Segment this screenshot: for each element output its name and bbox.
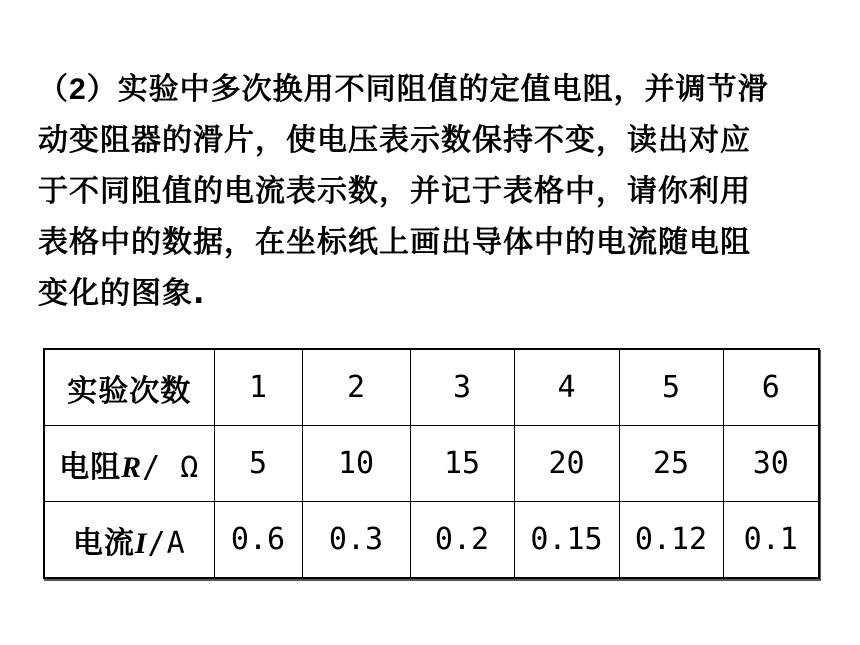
row-header-trial-label: 实验次数 <box>67 373 192 409</box>
table-cell: 1 <box>214 349 302 426</box>
question-text <box>38 64 838 319</box>
table-cell: 0.15 <box>514 502 619 579</box>
resistance-symbol: R <box>121 450 143 484</box>
table-row-resistance <box>44 426 819 502</box>
question-line-3: 于不同阻值的电流表示数，并记于表格中，请你利用 <box>38 174 751 209</box>
table-cell: 25 <box>619 426 723 502</box>
table-cell: 0.6 <box>214 502 302 579</box>
question-line-1 <box>38 64 838 115</box>
table-row-trial <box>44 349 819 426</box>
current-symbol: I <box>134 526 148 560</box>
table-cell: 10 <box>302 426 410 502</box>
table-cell: 5 <box>619 349 723 426</box>
row-header-resistance-label: 电阻 <box>59 449 122 485</box>
current-unit: /A <box>147 525 186 561</box>
question-line-2: 动变阻器的滑片，使电压表示数保持不变，读出对应 <box>38 123 751 158</box>
table-cell: 5 <box>214 426 302 502</box>
row-header-resistance <box>44 426 214 502</box>
table-cell: 15 <box>410 426 514 502</box>
table-cell: 2 <box>302 349 410 426</box>
resistance-unit: / Ω <box>142 449 200 485</box>
question-line-5: 变化的图象. <box>38 276 206 311</box>
table-cell: 6 <box>723 349 819 426</box>
table-cell: 4 <box>514 349 619 426</box>
question-line-4: 表格中的数据，在坐标纸上画出导体中的电流随电阻 <box>38 225 751 260</box>
table-cell: 30 <box>723 426 819 502</box>
question-line-1-text: 实验中多次换用不同阻值的定值电阻，并调节滑 <box>117 72 769 107</box>
row-header-current-label: 电流 <box>72 525 135 561</box>
table-cell: 0.2 <box>410 502 514 579</box>
table-row-current <box>44 502 819 579</box>
table-cell: 0.3 <box>302 502 410 579</box>
question-number: 2 <box>69 73 87 106</box>
row-header-trial <box>44 349 214 426</box>
table-cell: 20 <box>514 426 619 502</box>
question-number-close: ） <box>86 72 118 107</box>
table-cell: 3 <box>410 349 514 426</box>
data-table <box>43 348 820 579</box>
table-cell: 0.1 <box>723 502 819 579</box>
row-header-current <box>44 502 214 579</box>
question-number-open: （ <box>38 72 69 107</box>
table-cell: 0.12 <box>619 502 723 579</box>
